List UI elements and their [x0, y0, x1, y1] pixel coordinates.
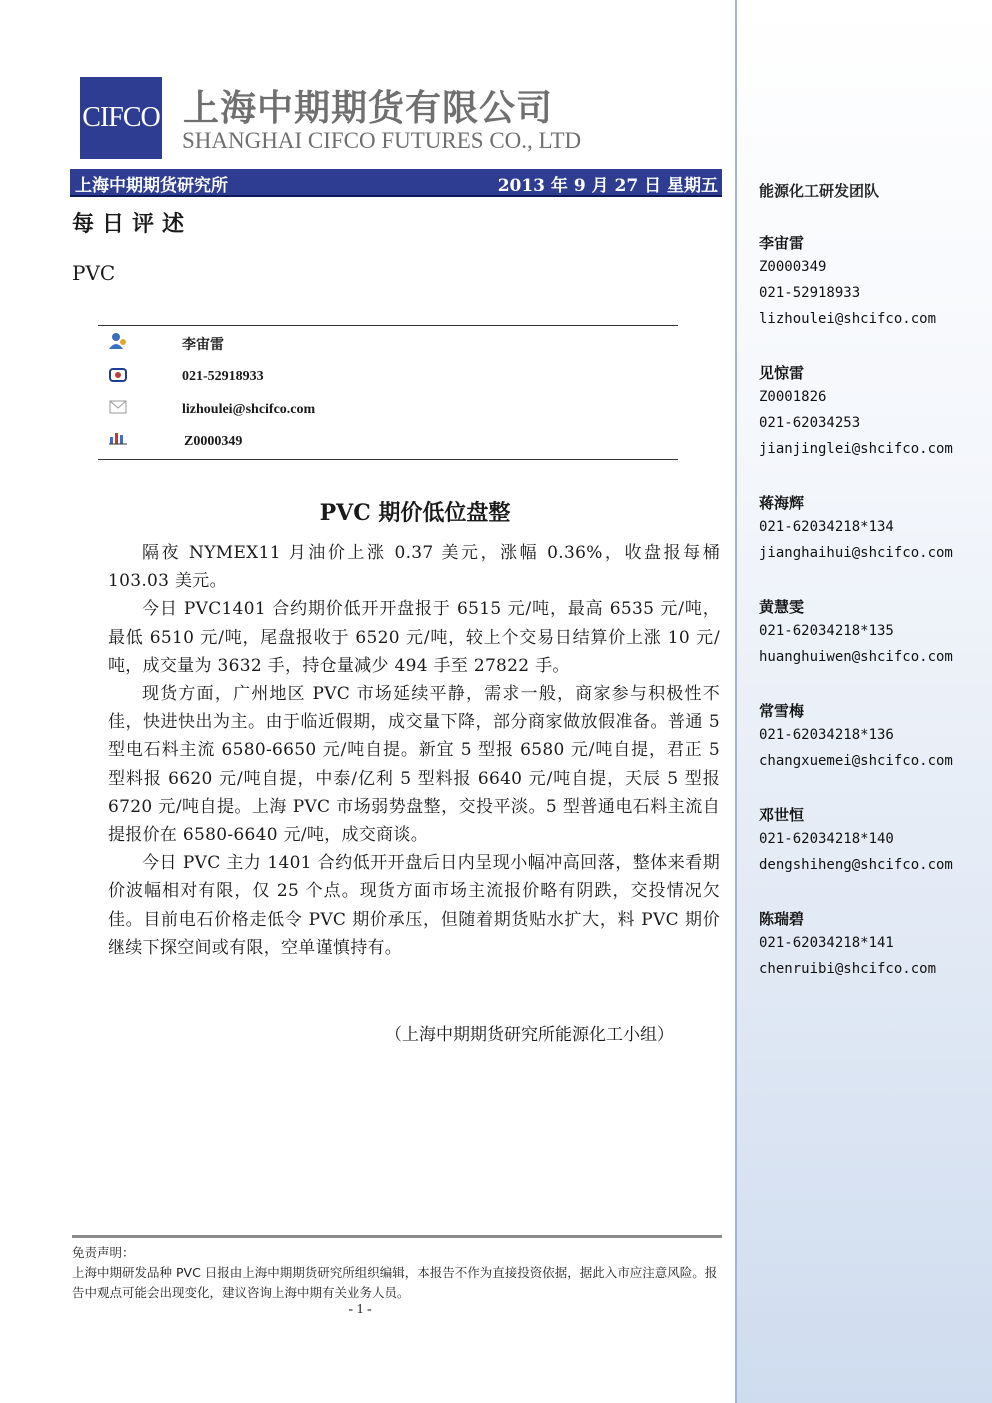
- member-name: 黄慧雯: [759, 598, 805, 616]
- section-title: 每日评述: [72, 211, 193, 237]
- member-phone: 021-62034218*135: [759, 623, 894, 639]
- phone-icon: [108, 366, 128, 382]
- member-phone: 021-52918933: [759, 285, 861, 301]
- envelope-icon: [108, 399, 128, 415]
- footer-divider: [72, 1235, 722, 1238]
- member-email[interactable]: dengshiheng@shcifco.com: [759, 857, 953, 873]
- member-name: 见惊雷: [759, 364, 805, 382]
- member-phone: 021-62034218*134: [759, 519, 894, 535]
- member-phone: 021-62034253: [759, 415, 861, 431]
- analyst-email[interactable]: lizhoulei@shcifco.com: [182, 402, 316, 417]
- analyst-phone: 021-52918933: [182, 369, 264, 384]
- member-email[interactable]: changxuemei@shcifco.com: [759, 753, 953, 769]
- institute-name: 上海中期期货研究所: [75, 176, 228, 196]
- member-name: 常雪梅: [759, 702, 805, 720]
- disclaimer-text: 上海中期研发品种 PVC 日报由上海中期期货研究所组织编辑，本报告不作为直接投资依据，据此入市应注意风险。报告中观点可能会出现变化，建议咨询上海中期有关业务人员。: [72, 1265, 718, 1300]
- article-paragraph: 今日 PVC1401 合约期价低开开盘报于 6515 元/吨，最高 6535 元/吨，最低 6510 元/吨，尾盘报收于 6520 元/吨，较上个交易日结算价上涨 10 元/吨，成交量为 3632 手，持仓量减少 494 手至 27822 手。: [108, 599, 720, 676]
- chart-icon: [108, 429, 128, 445]
- disclaimer: [72, 1243, 724, 1303]
- analyst-name: 李宙雷: [182, 338, 224, 353]
- article-paragraph: 今日 PVC 主力 1401 合约低开开盘后日内呈现小幅冲高回落，整体来看期价波幅相对有限，仅 25 个点。现货方面市场主流报价略有阴跌，交投情况欠佳。目前电石价格走低令 PVC 期价承压，但随着期货贴水扩大，料 PVC 期价继续下探空间或有限，空单谨慎持有。: [108, 853, 720, 958]
- member-phone: 021-62034218*140: [759, 831, 894, 847]
- analyst-contact-box: [98, 325, 678, 460]
- member-phone: 021-62034218*136: [759, 727, 894, 743]
- company-name-cn: 上海中期期货有限公司: [183, 88, 554, 129]
- header-bar: [70, 169, 722, 197]
- member-email[interactable]: chenruibi@shcifco.com: [759, 961, 937, 977]
- member-name: 陈瑞碧: [759, 910, 805, 928]
- report-date: 2013 年 9 月 27 日 星期五: [497, 176, 718, 196]
- article-title: PVC 期价低位盘整: [319, 500, 511, 526]
- company-logo: [80, 77, 162, 159]
- member-email[interactable]: jianjinglei@shcifco.com: [759, 441, 953, 457]
- member-phone: 021-62034218*141: [759, 935, 894, 951]
- team-sidebar: [735, 0, 992, 1403]
- member-name: 蒋海辉: [759, 494, 805, 512]
- member-name: 李宙雷: [759, 234, 805, 252]
- article-paragraph: 现货方面，广州地区 PVC 市场延续平静，需求一般，商家参与积极性不佳，快进快出为主。由于临近假期，成交量下降，部分商家做放假准备。普通 5 型电石料主流 6580-6650 元/吨自提。新宜 5 型报 6580 元/吨自提，君正 5 型料报 6620 元/吨自提，中泰/亿利 5 型料报 6640 元/吨自提，天辰 5 型报 6720 元/吨自提。上海 PVC 市场弱势盘整，交投平淡。5 型普通电石料主流自提报价在 6580-6640 元/吨，成交商谈。: [108, 684, 720, 846]
- company-name-en: SHANGHAI CIFCO FUTURES CO., LTD: [182, 128, 582, 153]
- article-body: [108, 539, 720, 962]
- page-number: - 1 -: [348, 1302, 372, 1317]
- product-name: PVC: [72, 261, 116, 285]
- member-email[interactable]: huanghuiwen@shcifco.com: [759, 649, 953, 665]
- disclaimer-label: 免责声明：: [72, 1245, 135, 1260]
- member-license: Z0000349: [759, 259, 827, 275]
- member-license: Z0001826: [759, 389, 827, 405]
- person-icon: [108, 332, 128, 348]
- article-paragraph: 隔夜 NYMEX11 月油价上涨 0.37 美元，涨幅 0.36%，收盘报每桶 103.03 美元。: [108, 543, 720, 592]
- team-title: 能源化工研发团队: [759, 182, 880, 200]
- article-signature: （上海中期期货研究所能源化工小组）: [385, 1025, 674, 1045]
- member-email[interactable]: jianghaihui@shcifco.com: [759, 545, 953, 561]
- member-name: 邓世恒: [759, 806, 805, 824]
- logo-text: CIFCO: [82, 102, 160, 133]
- member-email[interactable]: lizhoulei@shcifco.com: [759, 311, 937, 327]
- analyst-license: Z0000349: [184, 434, 243, 449]
